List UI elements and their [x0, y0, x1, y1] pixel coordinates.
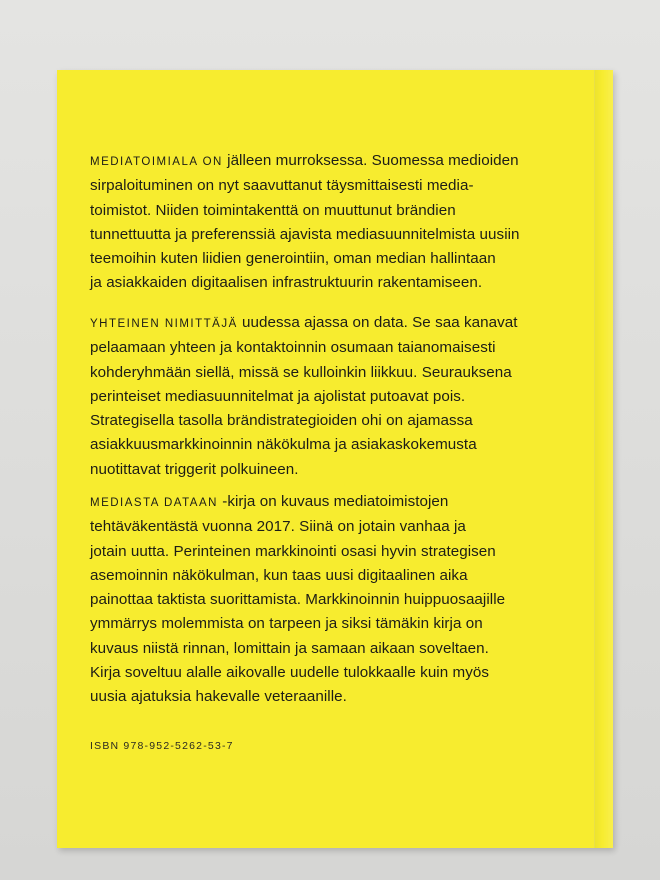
paragraph-line: pelaamaan yhteen ja kontaktoinnin osumaan taianomaisesti	[90, 339, 496, 357]
paragraph-lead: MEDIATOIMIALA ON	[90, 156, 223, 168]
paragraph-lead: MEDIASTA DATAAN	[90, 497, 218, 509]
paragraph-line: kohderyhmään siellä, missä se kulloinkin liikkuu. Seurauksena	[90, 363, 512, 381]
line-text: -kirja on kuvaus mediatoimistojen	[222, 493, 449, 510]
paragraph-line: teemoihin kuten liidien generointiin, oman median hallintaan	[90, 250, 496, 268]
paragraph-line: nuotittavat triggerit polkuineen.	[90, 460, 299, 478]
paragraph-line: tunnettuutta ja preferenssiä ajavista mediasuunnitelmista uusiin	[90, 225, 520, 243]
paragraph-line: uusia ajatuksia hakevalle veteraanille.	[90, 688, 347, 706]
paragraph-line: toimistot. Niiden toimintakenttä on muuttunut brändien	[90, 201, 456, 219]
blurb-paragraph-1	[90, 149, 590, 296]
paragraph-lead: YHTEINEN NIMITTÄJÄ	[90, 318, 238, 330]
blurb-paragraph-2	[90, 311, 590, 482]
paragraph-line: Strategisella tasolla brändistrategioiden ohi on ajamassa	[90, 412, 473, 430]
paragraph-line: perinteiset mediasuunnitelmat ja ajolistat putoavat pois.	[90, 387, 466, 405]
paragraph-line: ymmärrys molemmista on tarpeen ja siksi tämäkin kirja on	[90, 615, 483, 633]
blurb-paragraph-3	[90, 490, 590, 710]
paragraph-line	[90, 490, 590, 515]
paragraph-line: tehtäväkentästä vuonna 2017. Siinä on jotain vanhaa ja	[90, 518, 466, 536]
paragraph-line: Kirja soveltuu alalle aikovalle uudelle tulokkaalle kuin myös	[90, 664, 489, 682]
paragraph-line: kuvaus niistä rinnan, lomittain ja samaan aikaan soveltaen.	[90, 639, 489, 657]
isbn-number: ISBN 978-952-5262-53-7	[90, 740, 234, 752]
book-back-cover	[57, 70, 613, 848]
paragraph-line: asiakkuusmarkkinoinnin näkökulma ja asiakaskokemusta	[90, 436, 477, 454]
paragraph-line: jotain uutta. Perinteinen markkinointi osasi hyvin strategisen	[90, 542, 496, 560]
paragraph-line: painottaa taktista suorittamista. Markkinoinnin huippuosaajille	[90, 591, 506, 609]
cover-edge	[594, 70, 613, 848]
paragraph-line: sirpaloituminen on nyt saavuttanut täysmittaisesti media-	[90, 177, 474, 195]
paragraph-line: ja asiakkaiden digitaalisen infrastruktuurin rakentamiseen.	[90, 274, 483, 292]
paragraph-line: asemoinnin näkökulman, kun taas uusi digitaalinen aika	[90, 566, 468, 584]
paragraph-line	[90, 149, 590, 174]
paragraph-line	[90, 311, 590, 336]
line-text: jälleen murroksessa. Suomessa medioiden	[227, 152, 519, 169]
line-text: uudessa ajassa on data. Se saa kanavat	[242, 314, 518, 331]
